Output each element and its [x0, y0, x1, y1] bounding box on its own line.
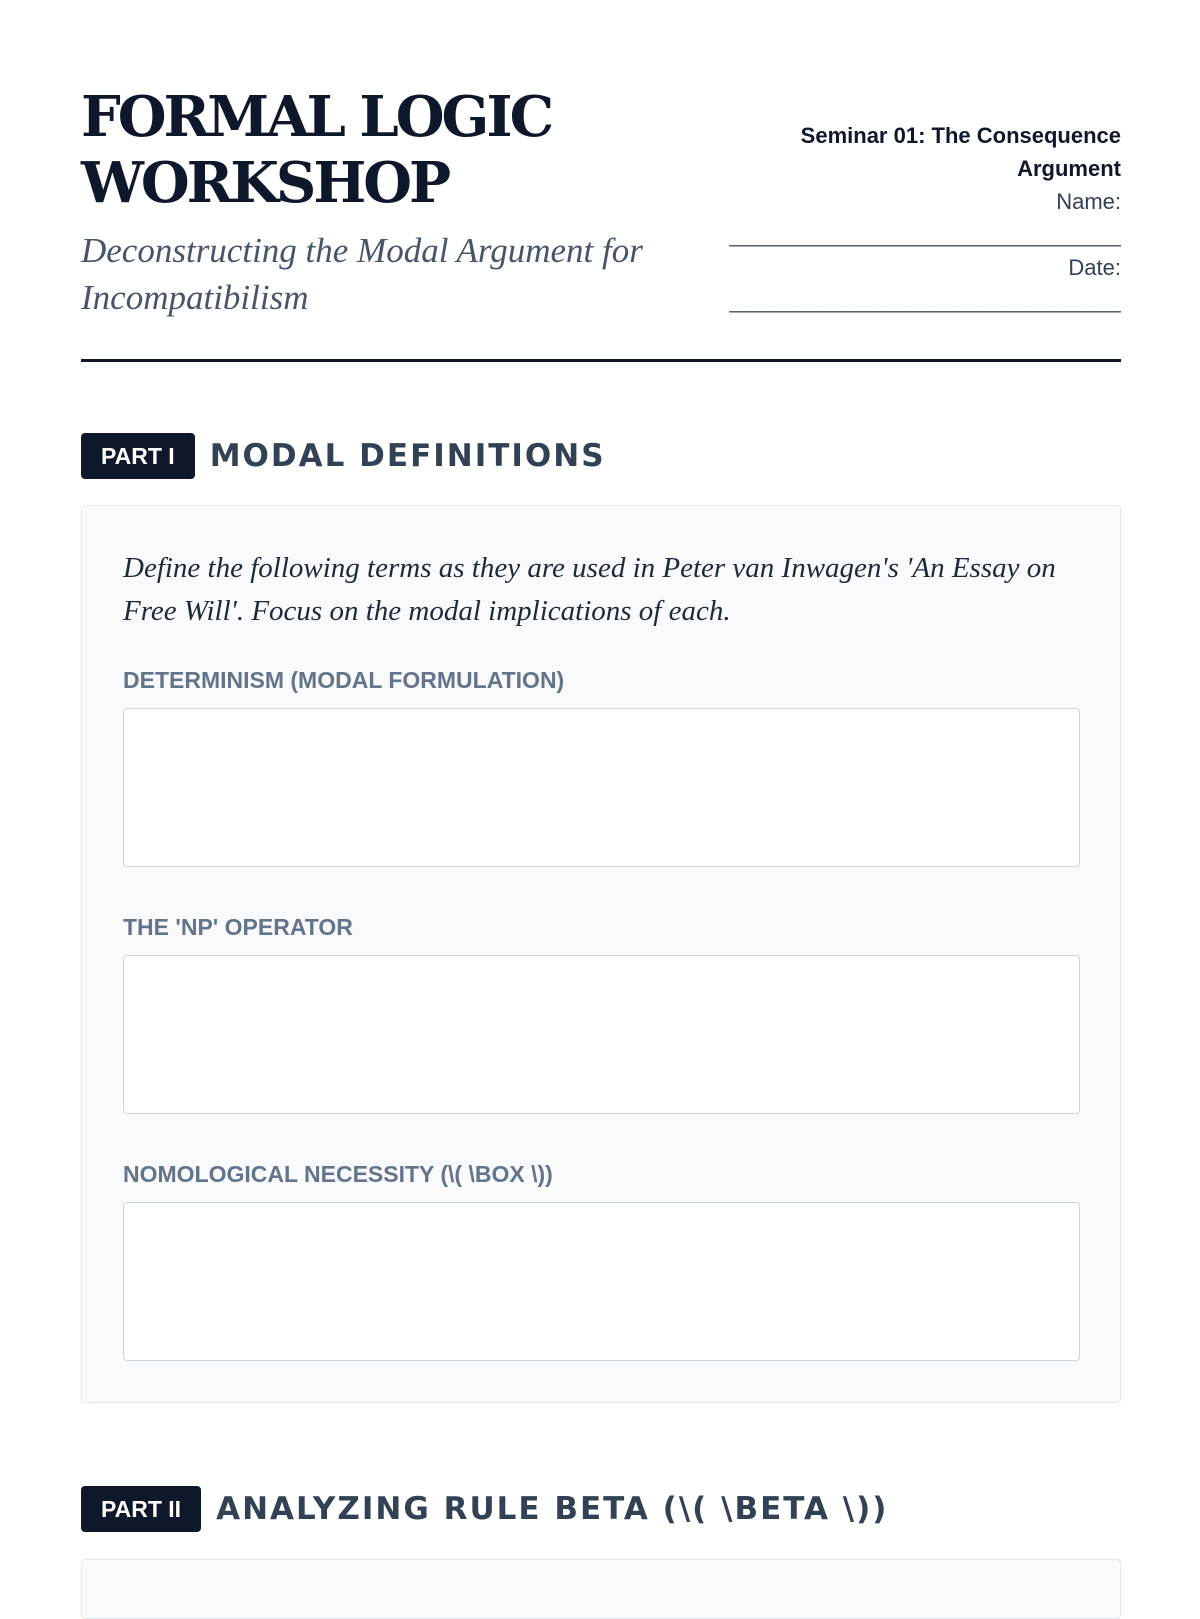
title-line-2: WORKSHOP — [81, 150, 449, 216]
header-divider — [81, 359, 1121, 362]
nomological-necessity-label: NOMOLOGICAL NECESSITY (\( \BOX \)) — [123, 1161, 553, 1187]
part-1-instructions: Define the following terms as they are used in Peter van Inwagen's 'An Essay on Free Will'. Focus on the modal implications of each. — [123, 552, 1056, 627]
worksheet-header — [81, 84, 1121, 364]
part-2-badge: PART II — [81, 1486, 201, 1532]
title-line-1: FORMAL LOGIC — [81, 84, 552, 150]
part-1-badge: PART I — [81, 433, 195, 479]
determinism-answer-box[interactable] — [123, 708, 1080, 867]
date-field[interactable]: ________________________________ — [729, 288, 1121, 313]
np-operator-answer-box[interactable] — [123, 955, 1080, 1114]
seminar-title: Seminar 01: The Consequence Argument — [800, 123, 1121, 181]
name-label: Name: — [1056, 189, 1121, 214]
worksheet-subtitle: Deconstructing the Modal Argument for Incompatibilism — [81, 231, 643, 317]
part-2-heading — [81, 1486, 888, 1532]
date-label: Date: — [1068, 255, 1121, 280]
part-1-panel — [81, 505, 1121, 1403]
part-1-title: MODAL DEFINITIONS — [209, 438, 606, 474]
nomological-necessity-answer-box[interactable] — [123, 1202, 1080, 1361]
name-field[interactable]: ________________________________ — [729, 222, 1121, 247]
worksheet-title — [81, 84, 551, 216]
student-info-block — [701, 119, 1121, 317]
determinism-label: DETERMINISM (MODAL FORMULATION) — [123, 667, 565, 693]
part-2-title: ANALYZING RULE BETA (\( \BETA \)) — [216, 1491, 889, 1527]
part-2-panel — [81, 1559, 1121, 1619]
np-operator-label: THE 'NP' OPERATOR — [123, 914, 353, 940]
part-1-heading — [81, 433, 606, 479]
